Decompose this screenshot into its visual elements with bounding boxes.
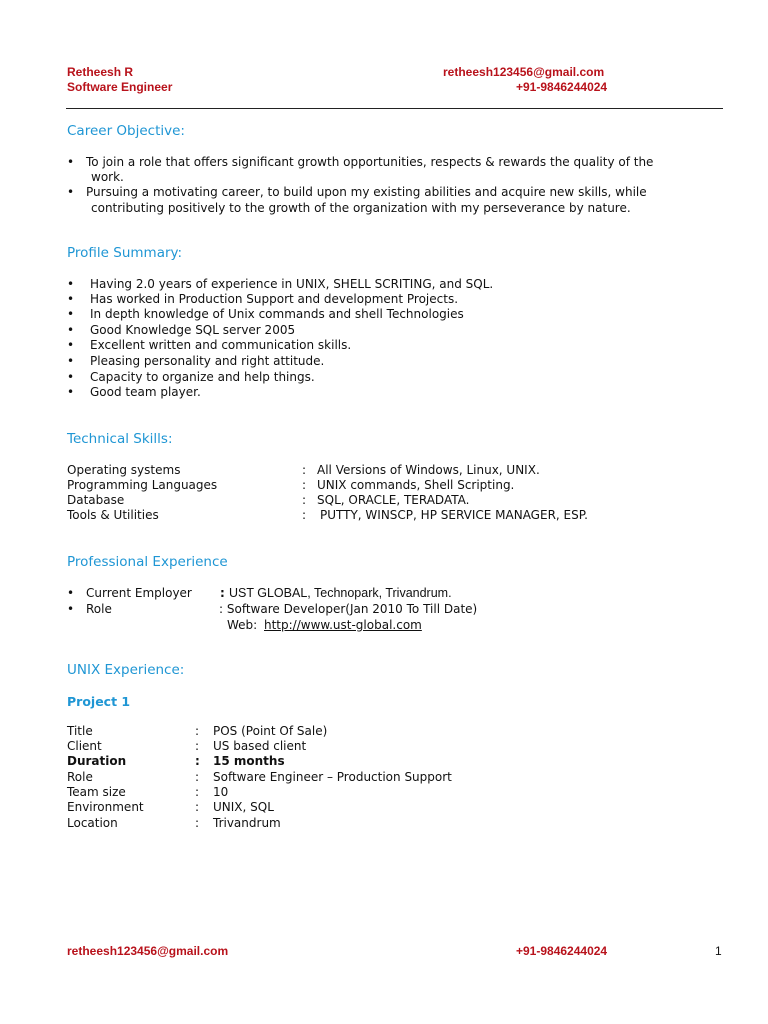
skill-separator: : <box>302 463 307 477</box>
objective-item-2-line2: contributing positively to the growth of the organization with my perseverance by nature. <box>91 201 631 215</box>
header-phone: +91-9846244024 <box>516 80 608 94</box>
project-label: Client <box>67 739 102 753</box>
skill-label: Operating systems <box>67 463 181 477</box>
project-value: 10 <box>213 785 229 799</box>
summary-item: Having 2.0 years of experience in UNIX, SHELL SCRITING, and SQL. <box>90 277 494 291</box>
candidate-title: Software Engineer <box>67 80 173 94</box>
company-website-link[interactable]: http://www.ust-global.com <box>264 618 422 632</box>
skill-value: All Versions of Windows, Linux, UNIX. <box>317 463 540 477</box>
professional-experience-heading: Professional Experience <box>67 554 228 570</box>
employer-separator: : <box>220 586 225 600</box>
footer-phone: +91-9846244024 <box>516 944 608 958</box>
project-value: Software Engineer – Production Support <box>213 770 452 784</box>
skill-value: UNIX commands, Shell Scripting. <box>317 478 515 492</box>
skill-value: SQL, ORACLE, TERADATA. <box>317 493 470 507</box>
project-value: US based client <box>213 739 307 753</box>
bullet-icon: • <box>67 155 75 169</box>
project-label: Environment <box>67 800 144 814</box>
objective-item-2-line1: Pursuing a motivating career, to build upon my existing abilities and acquire new skills, while <box>86 185 647 199</box>
bullet-icon: • <box>67 277 75 291</box>
skill-separator: : <box>302 508 307 522</box>
career-objective-heading: Career Objective: <box>67 123 185 139</box>
skill-value: PUTTY, WINSCP, HP SERVICE MANAGER, ESP. <box>320 508 588 522</box>
project-label: Role <box>67 770 93 784</box>
skill-separator: : <box>302 493 307 507</box>
project-label: Duration <box>67 754 127 768</box>
project-separator: : <box>195 724 200 738</box>
project-label: Title <box>67 724 93 738</box>
header-email[interactable]: retheesh123456@gmail.com <box>443 65 605 79</box>
summary-item: Good Knowledge SQL server 2005 <box>90 323 296 337</box>
summary-item: Capacity to organize and help things. <box>90 370 315 384</box>
project-value: Trivandrum <box>213 816 281 830</box>
skill-separator: : <box>302 478 307 492</box>
project-label: Team size <box>67 785 126 799</box>
bullet-icon: • <box>67 586 75 600</box>
profile-summary-heading: Profile Summary: <box>67 245 183 261</box>
technical-skills-heading: Technical Skills: <box>67 431 173 447</box>
employer-value: UST GLOBAL, Technopark, Trivandrum. <box>229 586 452 600</box>
project-value: 15 months <box>213 754 285 768</box>
summary-item: Good team player. <box>90 385 201 399</box>
project-separator: : <box>195 816 200 830</box>
candidate-name: Retheesh R <box>67 65 134 79</box>
bullet-icon: • <box>67 385 75 399</box>
project-label: Location <box>67 816 118 830</box>
bullet-icon: • <box>67 370 75 384</box>
objective-item-1-line2: work. <box>91 170 124 184</box>
footer-email[interactable]: retheesh123456@gmail.com <box>67 944 229 958</box>
project-separator: : <box>195 770 200 784</box>
project-separator: : <box>195 800 200 814</box>
header-divider <box>66 108 723 109</box>
project-separator: : <box>195 754 200 768</box>
bullet-icon: • <box>67 338 75 352</box>
project-separator: : <box>195 739 200 753</box>
unix-experience-heading: UNIX Experience: <box>67 662 185 678</box>
bullet-icon: • <box>67 185 75 199</box>
project-value: POS (Point Of Sale) <box>213 724 328 738</box>
project-value: UNIX, SQL <box>213 800 274 814</box>
web-label: Web: <box>227 618 258 632</box>
role-value: : Software Developer(Jan 2010 To Till Date) <box>219 602 478 616</box>
skill-label: Programming Languages <box>67 478 218 492</box>
skill-label: Database <box>67 493 125 507</box>
project-separator: : <box>195 785 200 799</box>
objective-item-1-line1: To join a role that offers significant growth opportunities, respects & rewards the quality of the <box>86 155 654 169</box>
role-label: Role <box>86 602 112 616</box>
summary-item: Pleasing personality and right attitude. <box>90 354 325 368</box>
bullet-icon: • <box>67 354 75 368</box>
bullet-icon: • <box>67 323 75 337</box>
summary-item: Excellent written and communication skills. <box>90 338 352 352</box>
bullet-icon: • <box>67 602 75 616</box>
page-number: 1 <box>715 944 722 958</box>
project-heading: Project 1 <box>67 694 131 709</box>
bullet-icon: • <box>67 292 75 306</box>
summary-item: Has worked in Production Support and development Projects. <box>90 292 459 306</box>
summary-item: In depth knowledge of Unix commands and shell Technologies <box>90 307 464 321</box>
bullet-icon: • <box>67 307 75 321</box>
employer-label: Current Employer <box>86 586 192 600</box>
skill-label: Tools & Utilities <box>67 508 159 522</box>
